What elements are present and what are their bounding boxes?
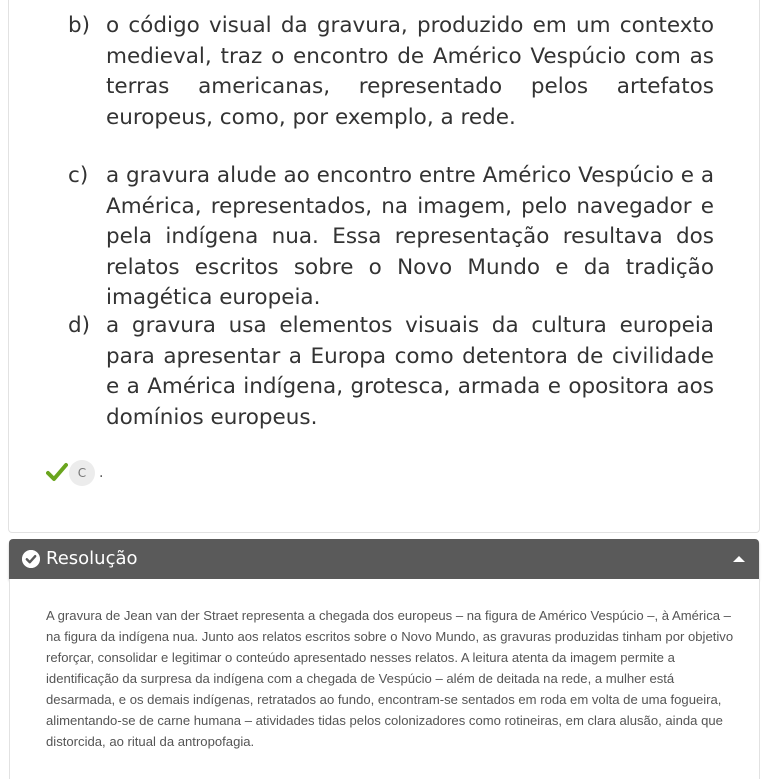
option-letter: d) bbox=[68, 313, 91, 338]
option-letter: c) bbox=[68, 163, 89, 188]
caret-up-icon[interactable] bbox=[733, 556, 745, 562]
answer-badge: C bbox=[69, 460, 95, 486]
answer-suffix: . bbox=[99, 465, 104, 481]
option-text: a gravura usa elementos visuais da cultura europeia para apresentar a Europa como detentora de civilidade e a América indígena, grotesca, armada e opositora aos domínios europeus. bbox=[106, 313, 714, 430]
resolution-title: Resolução bbox=[46, 548, 138, 569]
resolution-header[interactable] bbox=[9, 539, 759, 579]
option-text: a gravura alude ao encontro entre Américo Vespúcio e a América, representados, na imagem, pelo navegador e pela indígena nua. Essa representação resultava dos relatos escritos sobre o Novo Mundo e da tradição imagética europeia. bbox=[106, 163, 714, 310]
check-icon bbox=[46, 462, 68, 482]
option-text: o código visual da gravura, produzido em um contexto medieval, traz o encontro de Américo Vespúcio com as terras americanas, representado pelos artefatos europeus, como, por exemplo, a rede. bbox=[106, 13, 714, 130]
resolution-body bbox=[9, 579, 760, 779]
resolution-text: A gravura de Jean van der Straet representa a chegada dos europeus – na figura de Américo Vespúcio –, à América – na figura da indígena nua. Junto aos relatos escritos sobre o Novo Mundo, as gravuras produzidas tinham por objetivo reforçar, consolidar e legitimar o conteúdo apresentado nesses relatos. A leitura atenta da imagem permite a identificação da surpresa da indígena com a chegada de Vespúcio – além de deitada na rede, a mulher está desarmada, e os demais indígenas, retratados ao fundo, encontram-se sentados em roda em volta de uma fogueira, alimentando-se de carne humana – atividades tidas pelos colonizadores como rotineiras, em clara alusão, ainda que distorcida, ao ritual da antropofagia. bbox=[46, 608, 734, 749]
option-letter: b) bbox=[68, 13, 91, 38]
check-circle-icon bbox=[22, 550, 40, 568]
